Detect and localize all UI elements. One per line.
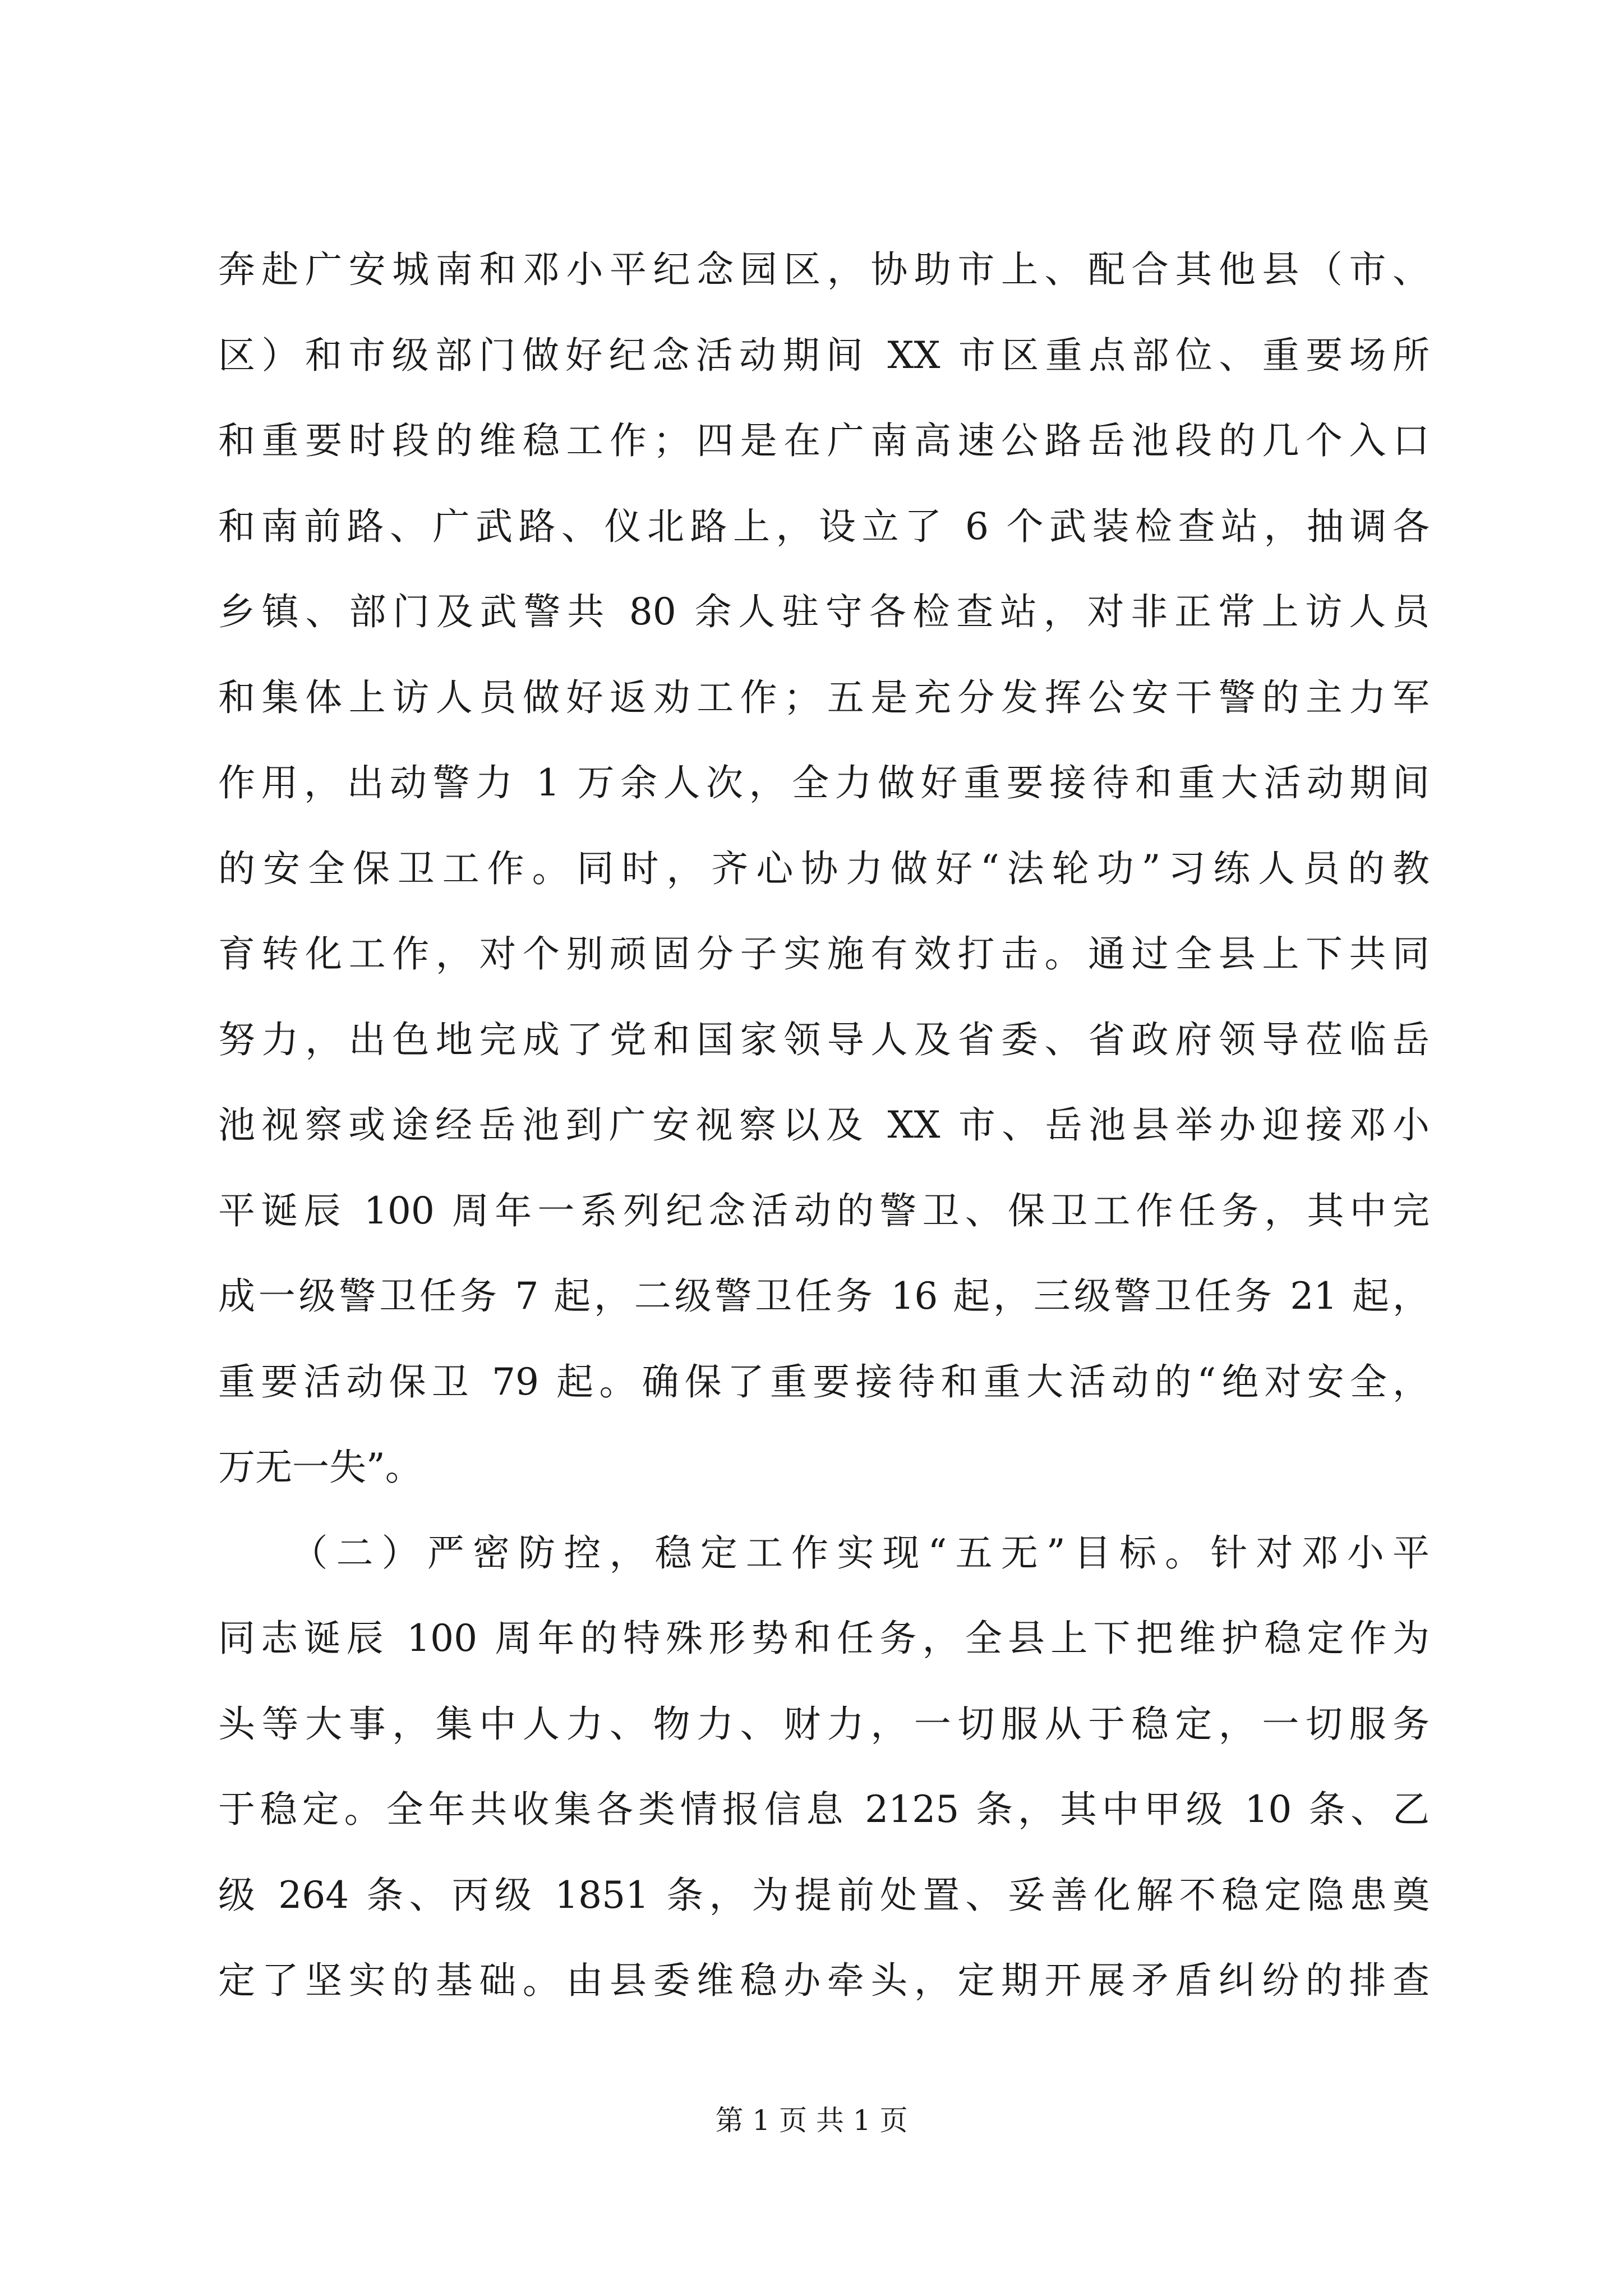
text-line-15: 万无一失”。	[218, 1446, 422, 1489]
text-line-4: 和南前路、广武路、仪北路上，设立了 6 个武装检查站，抽调各	[218, 504, 1430, 548]
text-line-6: 和集体上访人员做好返劝工作；五是充分发挥公安干警的主力军	[218, 675, 1430, 719]
page-footer	[0, 2098, 1623, 2143]
text-line-17: 同志诞辰 100 周年的特殊形势和任务，全县上下把维护稳定作为	[218, 1617, 1430, 1660]
text-line-14: 重要活动保卫 79 起。确保了重要接待和重大活动的“绝对安全，	[218, 1360, 1430, 1404]
text-line-16: （二）严密防控，稳定工作实现“五无”目标。针对邓小平	[218, 1531, 1430, 1575]
text-line-7: 作用，出动警力 1 万余人次，全力做好重要接待和重大活动期间	[218, 761, 1430, 804]
text-line-13: 成一级警卫任务 7 起，二级警卫任务 16 起，三级警卫任务 21 起，	[218, 1274, 1430, 1318]
text-line-3: 和重要时段的维稳工作；四是在广南高速公路岳池段的几个入口	[218, 419, 1430, 462]
page-number-label: 第 1 页 共 1 页	[715, 2104, 908, 2137]
text-line-19: 于稳定。全年共收集各类情报信息 2125 条，其中甲级 10 条、乙	[218, 1788, 1430, 1831]
text-line-1: 奔赴广安城南和邓小平纪念园区，协助市上、配合其他县（市、	[218, 248, 1430, 291]
text-line-5: 乡镇、部门及武警共 80 余人驻守各检查站，对非正常上访人员	[218, 590, 1430, 633]
text-line-8: 的安全保卫工作。同时，齐心协力做好“法轮功”习练人员的教	[218, 846, 1430, 890]
text-line-18: 头等大事，集中人力、物力、财力，一切服从于稳定，一切服务	[218, 1702, 1430, 1746]
text-line-11: 池视察或途经岳池到广安视察以及 XX 市、岳池县举办迎接邓小	[218, 1103, 1430, 1147]
text-line-10: 努力，出色地完成了党和国家领导人及省委、省政府领导莅临岳	[218, 1018, 1430, 1061]
text-line-9: 育转化工作，对个别顽固分子实施有效打击。通过全县上下共同	[218, 932, 1430, 976]
text-line-2: 区）和市级部门做好纪念活动期间 XX 市区重点部位、重要场所	[218, 333, 1430, 377]
text-line-21: 定了坚实的基础。由县委维稳办牵头，定期开展矛盾纠纷的排查	[218, 1959, 1430, 2002]
text-line-20: 级 264 条、丙级 1851 条，为提前处置、妥善化解不稳定隐患奠	[218, 1873, 1430, 1917]
body-text	[218, 227, 1430, 2024]
text-line-12: 平诞辰 100 周年一系列纪念活动的警卫、保卫工作任务，其中完	[218, 1189, 1430, 1232]
